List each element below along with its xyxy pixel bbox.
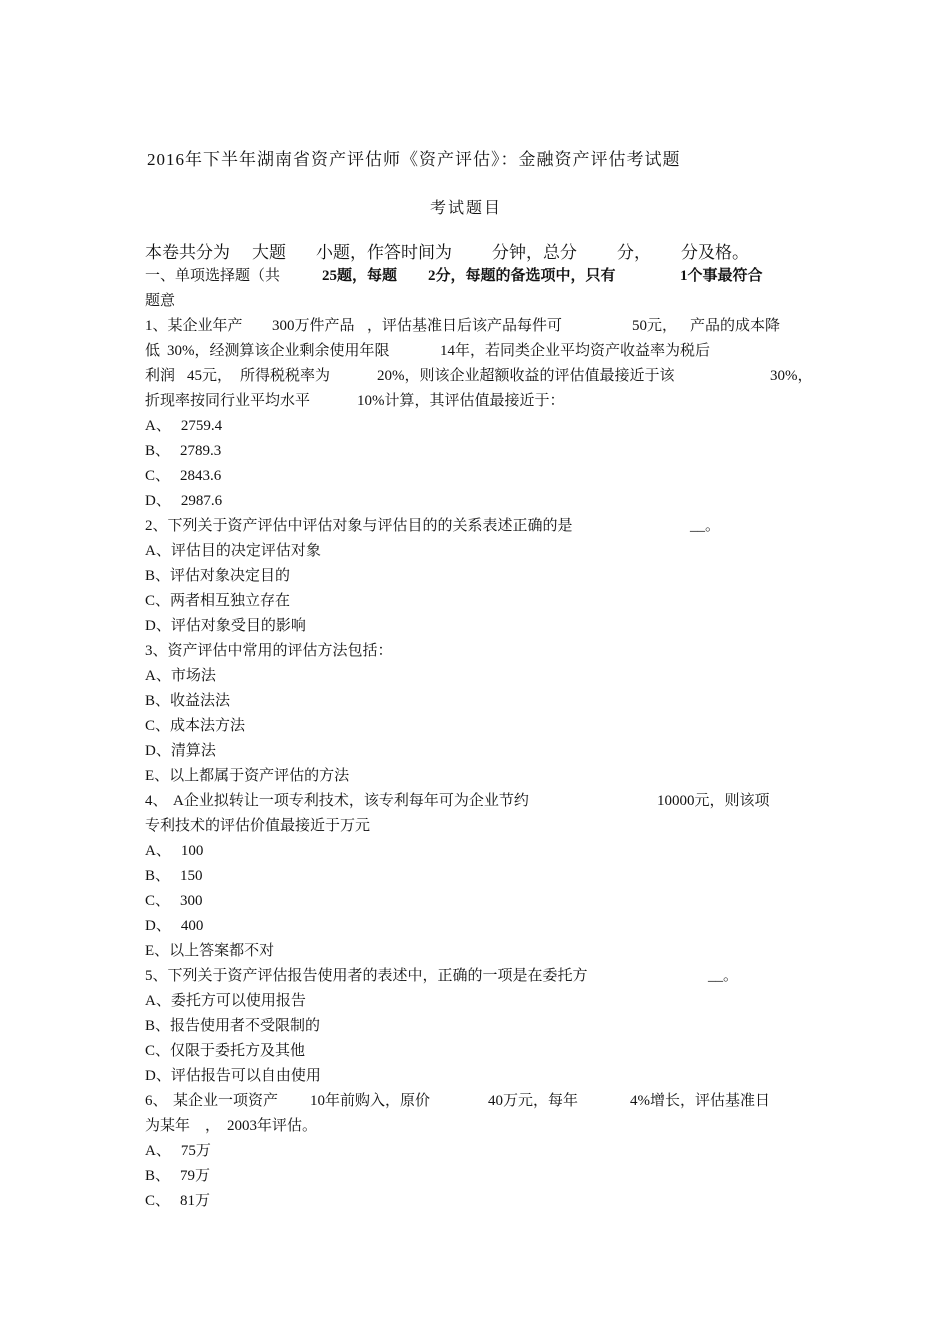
option-a[interactable] [145, 841, 203, 861]
question-text: 300万件产品 [272, 318, 355, 334]
intro-part: 大题 [252, 243, 286, 263]
question-text: A企业拟转让一项专利技术，该专利每年可为企业节约 [173, 793, 529, 809]
question-4-stem-cont: 专利技术的评估价值最接近于万元 [145, 818, 371, 834]
question-text: 14年，若同类企业平均资产收益率为税后 [440, 343, 711, 359]
option-c[interactable] [145, 1191, 210, 1211]
question-text: 2003年评估。 [227, 1118, 318, 1134]
option-c[interactable] [145, 466, 221, 486]
question-text: 利润 [145, 368, 176, 384]
section-header-cont: 题意 [145, 293, 176, 309]
intro-part: 分钟，总分 [492, 243, 577, 263]
option-e[interactable]: E、以上答案都不对 [145, 943, 275, 959]
question-text: 1、某企业年产 [145, 318, 243, 334]
question-text: 30%，经测算该企业剩余使用年限 [167, 343, 390, 359]
question-text: 45元， [187, 368, 233, 384]
option-e[interactable]: E、以上都属于资产评估的方法 [145, 768, 350, 784]
option-b[interactable]: B、评估对象决定目的 [145, 568, 291, 584]
intro-part: 分及格。 [681, 243, 749, 263]
question-text: 20%，则该企业超额收益的评估值最接近于该 [377, 368, 675, 384]
option-letter: B、 [145, 443, 171, 459]
option-c[interactable]: C、成本法方法 [145, 718, 246, 734]
option-value: 2759.4 [180, 418, 223, 434]
option-a[interactable] [145, 1141, 211, 1161]
question-text: 40万元，每年 [488, 1093, 579, 1109]
intro-part: 本卷共分为 [145, 243, 230, 263]
option-value: 2789.3 [180, 443, 222, 459]
option-d[interactable] [145, 916, 203, 936]
option-value: 300 [180, 893, 203, 909]
intro-part: 分， [617, 243, 651, 263]
option-letter: D、 [145, 918, 171, 934]
option-b[interactable]: B、收益法法 [145, 693, 231, 709]
option-letter: A、 [145, 1143, 171, 1159]
section-text: 25题，每题 [322, 268, 398, 284]
option-b[interactable] [145, 1166, 210, 1186]
option-a[interactable]: A、委托方可以使用报告 [145, 993, 306, 1009]
document-subtitle: 考试题目 [430, 200, 503, 217]
question-text: 4、 [145, 793, 168, 809]
option-letter: B、 [145, 868, 171, 884]
option-b[interactable] [145, 441, 221, 461]
option-d[interactable] [145, 491, 222, 511]
option-c[interactable]: C、两者相互独立存在 [145, 593, 291, 609]
question-text: 6、 [145, 1093, 168, 1109]
question-text: 某企业一项资产 [173, 1093, 279, 1109]
option-a[interactable]: A、市场法 [145, 668, 216, 684]
option-d[interactable]: D、评估对象受目的影响 [145, 618, 306, 634]
document-title: 2016年下半年湖南省资产评估师《资产评估》：金融资产评估考试题 [147, 150, 681, 169]
question-3-stem: 3、资产评估中常用的评估方法包括： [145, 643, 393, 659]
question-text: 低 [145, 343, 161, 359]
option-b[interactable]: B、报告使用者不受限制的 [145, 1018, 321, 1034]
question-text: 产品的成本降 [690, 318, 781, 334]
option-letter: C、 [145, 893, 171, 909]
question-text: 折现率按同行业平均水平 [145, 393, 311, 409]
question-text: 4%增长，评估基准日 [630, 1093, 770, 1109]
answer-blank: __。 [708, 968, 739, 984]
option-a[interactable]: A、评估目的决定评估对象 [145, 543, 321, 559]
exam-intro [145, 238, 749, 263]
option-letter: D、 [145, 493, 171, 509]
question-text: ，评估基准日后该产品每件可 [367, 318, 563, 334]
option-value: 150 [180, 868, 203, 884]
intro-part: 小题，作答时间为 [316, 243, 452, 263]
option-value: 400 [180, 918, 204, 934]
option-value: 100 [180, 843, 204, 859]
section-text: 1个事最符合 [680, 268, 763, 284]
question-text: 所得税税率为 [240, 368, 331, 384]
section-text: 一、单项选择题（共 [145, 268, 281, 284]
question-text: 10000元，则该项 [657, 793, 770, 809]
option-c[interactable]: C、仅限于委托方及其他 [145, 1043, 306, 1059]
question-text: 为某年 [145, 1118, 191, 1134]
question-text: 50元， [632, 318, 678, 334]
option-a[interactable] [145, 416, 222, 436]
option-letter: A、 [145, 418, 171, 434]
section-text: 2分，每题的备选项中，只有 [428, 268, 616, 284]
question-text: 10年前购入，原价 [310, 1093, 431, 1109]
option-value: 79万 [180, 1168, 211, 1184]
option-d[interactable]: D、评估报告可以自由使用 [145, 1068, 321, 1084]
option-value: 2987.6 [180, 493, 223, 509]
answer-blank: __。 [690, 518, 721, 534]
option-letter: B、 [145, 1168, 171, 1184]
question-text: 2、下列关于资产评估中评估对象与评估目的的关系表述正确的是 [145, 518, 573, 534]
option-letter: C、 [145, 468, 171, 484]
option-value: 2843.6 [180, 468, 222, 484]
option-letter: C、 [145, 1193, 171, 1209]
option-d[interactable]: D、清算法 [145, 743, 216, 759]
question-text: ， [205, 1118, 221, 1134]
option-value: 75万 [180, 1143, 211, 1159]
option-b[interactable] [145, 866, 203, 886]
option-value: 81万 [180, 1193, 211, 1209]
option-letter: A、 [145, 843, 171, 859]
question-text: 5、下列关于资产评估报告使用者的表述中，正确的一项是在委托方 [145, 968, 588, 984]
question-text: 10%计算，其评估值最接近于： [357, 393, 565, 409]
question-text: 30%， [770, 368, 813, 384]
option-c[interactable] [145, 891, 203, 911]
